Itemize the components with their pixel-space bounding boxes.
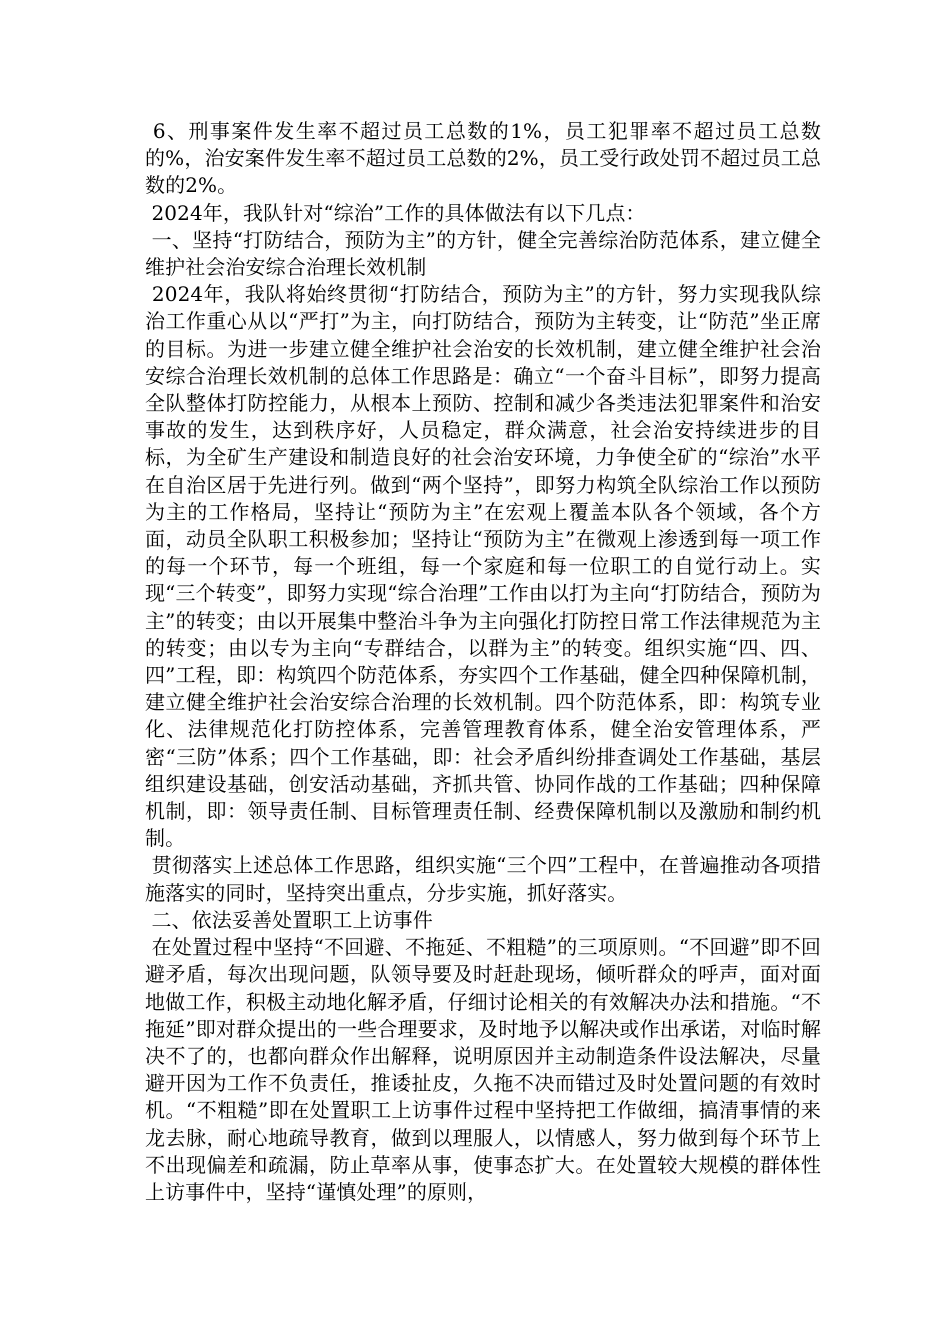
paragraph-intro-2024: 2024年，我队针对“综治”工作的具体做法有以下几点：: [145, 200, 646, 225]
paragraph-implementation: 贯彻落实上述总体工作思路，组织实施“三个四”工程中，在普遍推动各项措施落实的同时，坚持突出重点，分步实施，抓好落实。: [145, 853, 821, 905]
document-body: [145, 118, 821, 1206]
paragraph-section-2-body: 在处置过程中坚持“不回避、不拖延、不粗糙”的三项原则。“不回避”即不回避矛盾，每次出现问题，队领导要及时赶赴现场，倾听群众的呼声，面对面地做工作，积极主动地化解矛盾，仔细讨论相关的有效解决办法和措施。“不拖延”即对群众提出的一些合理要求，及时地予以解决或作出承诺，对临时解决不了的，也都向群众作出解释，说明原因并主动制造条件设法解决，尽量避开因为工作不负责任，推诿扯皮，久拖不决而错过及时处置问题的有效时机。“不粗糙”即在处置职工上访事件过程中坚持把工作做细，搞清事情的来龙去脉，耐心地疏导教育，做到以理服人，以情感人，努力做到每个环节上不出现偏差和疏漏，防止草率从事，使事态扩大。在处置较大规模的群体性上访事件中，坚持“谨慎处理”的原则，: [145, 935, 821, 1204]
paragraph-section-1-body: 2024年，我队将始终贯彻“打防结合，预防为主”的方针，努力实现我队综治工作重心从以“严打”为主，向打防结合，预防为主转变，让“防范”坐正席的目标。为进一步建立健全维护社会治安的长效机制，建立健全维护社会治安综合治理长效机制的总体工作思路是：确立“一个奋斗目标”，即努力提高全队整体打防控能力，从根本上预防、控制和减少各类违法犯罪案件和治安事故的发生，达到秩序好，人员稳定，群众满意，社会治安持续进步的目标，为全矿生产建设和制造良好的社会治安环境，力争使全矿的“综治”水平在自治区居于先进行列。做到“两个坚持”，即努力构筑全队综治工作以预防为主的工作格局，坚持让“预防为主”在宏观上覆盖本队各个领域，各个方面，动员全队职工积极参加；坚持让“预防为主”在微观上渗透到每一项工作的每一个环节，每一个班组，每一个家庭和每一位职工的自觉行动上。实现“三个转变”，即努力实现“综合治理”工作由以打为主向“打防结合，预防为主”的转变；由以开展集中整治斗争为主向强化打防控日常工作法律规范为主的转变；由以专为主向“专群结合，以群为主”的转变。组织实施“四、四、四”工程，即：构筑四个防范体系，夯实四个工作基础，健全四种保障机制，建立健全维护社会治安综合治理的长效机制。四个防范体系，即：构筑专业化、法律规范化打防控体系，完善管理教育体系，健全治安管理体系，严密“三防”体系；四个工作基础，即：社会矛盾纠纷排查调处工作基础，基层组织建设基础，创安活动基础，齐抓共管、协同作战的工作基础；四种保障机制，即：领导责任制、目标管理责任制、经费保障机制以及激励和制约机制。: [145, 282, 821, 851]
section-heading-2: 二、依法妥善处置职工上访事件: [145, 907, 433, 932]
section-heading-1: 一、坚持“打防结合，预防为主”的方针，健全完善综治防范体系，建立健全维护社会治安综合治理长效机制: [145, 227, 821, 280]
paragraph-target-6: 6、刑事案件发生率不超过员工总数的1%，员工犯罪率不超过员工总数的%，治安案件发生率不超过员工总数的2%，员工受行政处罚不超过员工总数的2%。: [145, 119, 821, 198]
